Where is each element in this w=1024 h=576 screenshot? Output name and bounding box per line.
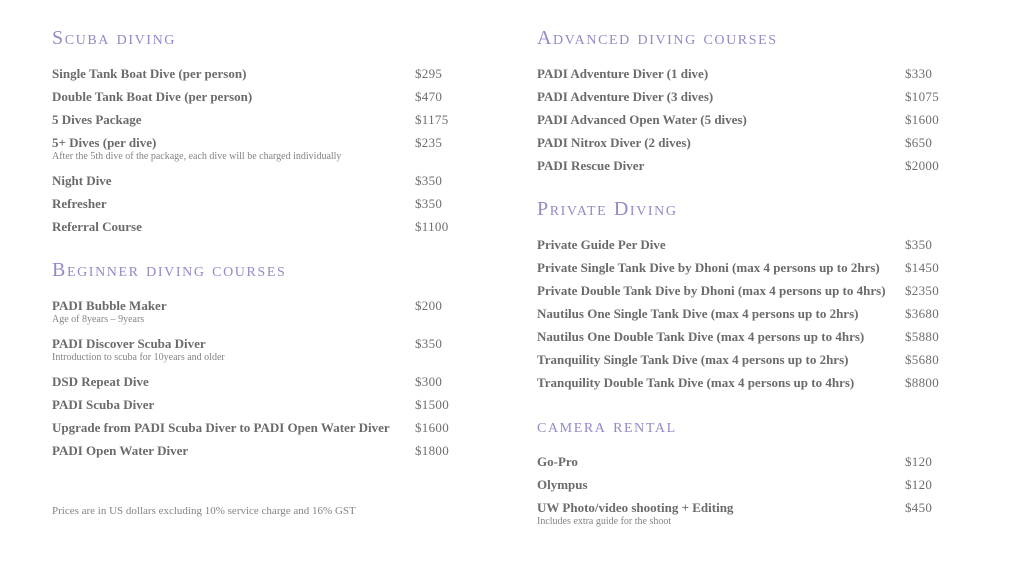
item-label-wrap (537, 477, 905, 492)
section-private-diving (537, 197, 977, 390)
item-label: Private Guide Per Dive (537, 237, 666, 252)
item-label: PADI Nitrox Diver (2 dives) (537, 135, 691, 150)
section-scuba-diving (52, 26, 482, 234)
item-label: Night Dive (52, 173, 112, 188)
item-label: UW Photo/video shooting + Editing (537, 500, 734, 515)
left-column (52, 0, 482, 466)
item-price: $5880 (905, 329, 939, 344)
price-row (537, 500, 977, 528)
price-row (52, 89, 482, 104)
item-price: $1600 (415, 420, 449, 435)
price-row (52, 336, 482, 364)
section-title: Beginner diving courses (52, 259, 287, 281)
item-note: Age of 8years – 9years (52, 314, 145, 325)
item-label: PADI Scuba Diver (52, 397, 155, 412)
item-label: Olympus (537, 477, 588, 492)
item-price: $350 (905, 237, 933, 252)
item-price: $350 (415, 336, 443, 351)
item-label-wrap (52, 135, 415, 163)
item-label-wrap (537, 375, 905, 390)
section-advanced-diving-courses (537, 26, 977, 173)
price-row (52, 443, 482, 458)
section-title: Private Diving (537, 198, 678, 220)
price-row (537, 375, 977, 390)
item-label-wrap (52, 196, 415, 211)
price-row (52, 219, 482, 234)
price-row (52, 298, 482, 326)
price-row (52, 112, 482, 127)
price-row (52, 397, 482, 412)
item-label-wrap (537, 237, 905, 252)
item-price: $120 (905, 454, 933, 469)
item-price: $300 (415, 374, 443, 389)
item-note: After the 5th dive of the package, each dive will be charged individually (52, 151, 342, 162)
item-label-wrap (52, 66, 415, 81)
item-label-wrap (52, 112, 415, 127)
price-row (537, 66, 977, 81)
section-title: camera rental (537, 415, 677, 437)
price-row (537, 135, 977, 150)
price-row (537, 283, 977, 298)
item-label-wrap (537, 352, 905, 367)
item-price: $295 (415, 66, 443, 81)
item-label: Private Double Tank Dive by Dhoni (max 4 persons up to 4hrs) (537, 283, 886, 298)
item-note: Includes extra guide for the shoot (537, 516, 672, 527)
item-label: 5 Dives Package (52, 112, 142, 127)
item-price: $350 (415, 173, 443, 188)
item-label-wrap (52, 336, 415, 364)
item-label: PADI Open Water Diver (52, 443, 189, 458)
price-row (537, 237, 977, 252)
item-label-wrap (52, 298, 415, 326)
pricing-disclaimer: Prices are in US dollars excluding 10% service charge and 16% GST (52, 505, 356, 517)
price-row (52, 420, 482, 435)
item-label-wrap (52, 173, 415, 188)
item-label: Referral Course (52, 219, 142, 234)
price-row (537, 112, 977, 127)
price-row (52, 374, 482, 389)
item-price: $2350 (905, 283, 939, 298)
item-price: $350 (415, 196, 443, 211)
item-price: $1175 (415, 112, 449, 127)
item-label: PADI Advanced Open Water (5 dives) (537, 112, 747, 127)
item-label-wrap (537, 329, 905, 344)
item-label-wrap (52, 443, 415, 458)
item-label-wrap (537, 112, 905, 127)
item-price: $8800 (905, 375, 939, 390)
item-label: PADI Adventure Diver (1 dive) (537, 66, 709, 81)
item-price: $1500 (415, 397, 449, 412)
price-row (537, 306, 977, 321)
price-row (537, 477, 977, 492)
item-price: $650 (905, 135, 933, 150)
price-row (537, 454, 977, 469)
item-price: $2000 (905, 158, 939, 173)
item-price: $1100 (415, 219, 449, 234)
item-label-wrap (537, 283, 905, 298)
section-camera-rental (537, 414, 977, 528)
item-price: $1600 (905, 112, 939, 127)
right-column (537, 0, 977, 538)
item-label-wrap (52, 89, 415, 104)
item-price: $470 (415, 89, 443, 104)
item-price: $120 (905, 477, 933, 492)
item-label-wrap (52, 374, 415, 389)
item-label-wrap (52, 397, 415, 412)
item-label-wrap (52, 420, 415, 435)
item-price: $200 (415, 298, 443, 313)
price-row (52, 135, 482, 163)
item-label-wrap (537, 306, 905, 321)
item-label-wrap (537, 135, 905, 150)
price-row (52, 173, 482, 188)
item-label: Nautilus One Single Tank Dive (max 4 persons up to 2hrs) (537, 306, 859, 321)
item-label-wrap (537, 454, 905, 469)
item-price: $450 (905, 500, 933, 515)
item-label: Tranquility Single Tank Dive (max 4 persons up to 2hrs) (537, 352, 849, 367)
price-row (537, 352, 977, 367)
price-row (537, 158, 977, 173)
item-label: Go-Pro (537, 454, 578, 469)
price-row (537, 329, 977, 344)
item-price: $5680 (905, 352, 939, 367)
section-title: Scuba diving (52, 27, 176, 49)
price-row (537, 260, 977, 275)
price-row (52, 66, 482, 81)
item-label: Single Tank Boat Dive (per person) (52, 66, 247, 81)
item-label: Double Tank Boat Dive (per person) (52, 89, 253, 104)
item-label: PADI Adventure Diver (3 dives) (537, 89, 714, 104)
item-label: Nautilus One Double Tank Dive (max 4 persons up to 4hrs) (537, 329, 865, 344)
price-row (52, 196, 482, 211)
item-label: PADI Bubble Maker (52, 298, 167, 313)
item-price: $1075 (905, 89, 939, 104)
item-price: $1800 (415, 443, 449, 458)
item-label: DSD Repeat Dive (52, 374, 149, 389)
item-price: $3680 (905, 306, 939, 321)
item-price: $330 (905, 66, 933, 81)
item-price: $1450 (905, 260, 939, 275)
price-row (537, 89, 977, 104)
item-price: $235 (415, 135, 443, 150)
item-label: PADI Rescue Diver (537, 158, 645, 173)
section-beginner-diving-courses (52, 258, 482, 458)
item-label-wrap (537, 500, 905, 528)
item-label-wrap (537, 158, 905, 173)
item-label: Upgrade from PADI Scuba Diver to PADI Open Water Diver (52, 420, 390, 435)
item-label-wrap (537, 260, 905, 275)
item-label: Tranquility Double Tank Dive (max 4 persons up to 4hrs) (537, 375, 855, 390)
item-note: Introduction to scuba for 10years and older (52, 352, 225, 363)
item-label: 5+ Dives (per dive) (52, 135, 157, 150)
item-label-wrap (52, 219, 415, 234)
item-label: Private Single Tank Dive by Dhoni (max 4 persons up to 2hrs) (537, 260, 880, 275)
item-label: Refresher (52, 196, 107, 211)
item-label: PADI Discover Scuba Diver (52, 336, 206, 351)
item-label-wrap (537, 66, 905, 81)
item-label-wrap (537, 89, 905, 104)
section-title: Advanced diving courses (537, 27, 778, 49)
